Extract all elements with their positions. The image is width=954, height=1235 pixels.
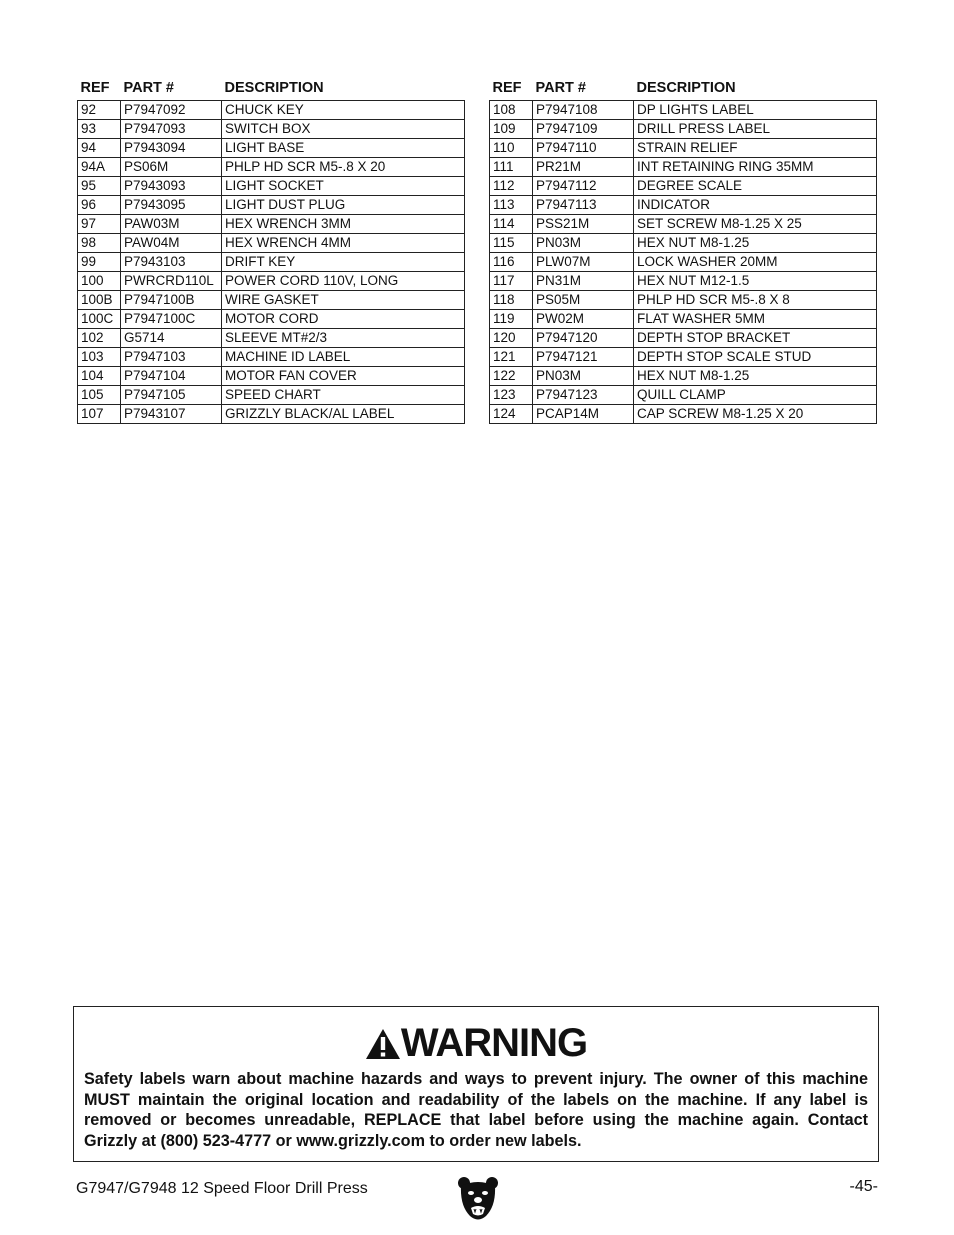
cell-part-number: PS05M: [533, 291, 634, 310]
cell-ref: 100C: [78, 310, 121, 329]
cell-description: STRAIN RELIEF: [634, 139, 877, 158]
table-row: [490, 367, 877, 386]
cell-description: PHLP HD SCR M5-.8 X 20: [222, 158, 465, 177]
cell-ref: 105: [78, 386, 121, 405]
table-row: [78, 272, 465, 291]
cell-description: LIGHT SOCKET: [222, 177, 465, 196]
cell-ref: 118: [490, 291, 533, 310]
cell-description: FLAT WASHER 5MM: [634, 310, 877, 329]
parts-table-body: [490, 101, 877, 424]
table-row: [78, 215, 465, 234]
cell-part-number: P7943093: [121, 177, 222, 196]
cell-ref: 110: [490, 139, 533, 158]
cell-ref: 113: [490, 196, 533, 215]
table-row: [490, 253, 877, 272]
table-row: [78, 367, 465, 386]
table-row: [78, 386, 465, 405]
table-row: [490, 101, 877, 120]
table-row: [78, 405, 465, 424]
cell-part-number: P7947105: [121, 386, 222, 405]
header-description: DESCRIPTION: [224, 79, 324, 96]
table-row: [78, 139, 465, 158]
cell-ref: 92: [78, 101, 121, 120]
cell-part-number: PCAP14M: [533, 405, 634, 424]
cell-part-number: P7947121: [533, 348, 634, 367]
cell-ref: 111: [490, 158, 533, 177]
cell-description: POWER CORD 110V, LONG: [222, 272, 465, 291]
cell-ref: 122: [490, 367, 533, 386]
cell-description: DEPTH STOP BRACKET: [634, 329, 877, 348]
cell-part-number: PLW07M: [533, 253, 634, 272]
cell-description: SWITCH BOX: [222, 120, 465, 139]
table-row: [490, 234, 877, 253]
table-row: [490, 158, 877, 177]
cell-ref: 94: [78, 139, 121, 158]
cell-ref: 123: [490, 386, 533, 405]
table-row: [78, 177, 465, 196]
cell-ref: 114: [490, 215, 533, 234]
cell-description: MACHINE ID LABEL: [222, 348, 465, 367]
cell-description: LIGHT BASE: [222, 139, 465, 158]
table-row: [78, 158, 465, 177]
cell-description: HEX NUT M12-1.5: [634, 272, 877, 291]
cell-ref: 121: [490, 348, 533, 367]
cell-part-number: P7947103: [121, 348, 222, 367]
table-row: [78, 253, 465, 272]
cell-ref: 107: [78, 405, 121, 424]
cell-ref: 108: [490, 101, 533, 120]
cell-description: CAP SCREW M8-1.25 X 20: [634, 405, 877, 424]
parts-table-right: [489, 76, 877, 424]
table-row: [490, 215, 877, 234]
cell-description: SPEED CHART: [222, 386, 465, 405]
cell-part-number: P7947100B: [121, 291, 222, 310]
header-part: PART #: [123, 79, 174, 96]
table-row: [78, 310, 465, 329]
warning-text: Safety labels warn about machine hazards and ways to prevent injury. The owner of this machine MUST maintain the original location and readability of the labels on the machine. If any label is removed or becomes unreadable, REPLACE that label before using the machine again. Contact Grizzly at (800) 523-4777 or www.grizzly.com to order new labels.: [84, 1070, 868, 1150]
page-number: -45-: [849, 1178, 878, 1195]
cell-part-number: PAW04M: [121, 234, 222, 253]
cell-part-number: PAW03M: [121, 215, 222, 234]
cell-ref: 97: [78, 215, 121, 234]
table-row: [78, 291, 465, 310]
cell-part-number: P7947112: [533, 177, 634, 196]
footer-title: G7947/G7948 12 Speed Floor Drill Press: [76, 1180, 368, 1197]
cell-part-number: P7947092: [121, 101, 222, 120]
cell-description: INT RETAINING RING 35MM: [634, 158, 877, 177]
cell-part-number: P7943107: [121, 405, 222, 424]
cell-part-number: P7947120: [533, 329, 634, 348]
cell-part-number: P7947100C: [121, 310, 222, 329]
cell-description: SET SCREW M8-1.25 X 25: [634, 215, 877, 234]
cell-part-number: PSS21M: [533, 215, 634, 234]
cell-ref: 116: [490, 253, 533, 272]
cell-ref: 93: [78, 120, 121, 139]
cell-ref: 119: [490, 310, 533, 329]
warning-box: [73, 1006, 879, 1162]
grizzly-bear-logo-icon: [456, 1176, 500, 1227]
table-row: [490, 310, 877, 329]
cell-part-number: P7947104: [121, 367, 222, 386]
table-row: [78, 329, 465, 348]
cell-part-number: PN03M: [533, 234, 634, 253]
warning-heading: [74, 1021, 878, 1066]
cell-ref: 117: [490, 272, 533, 291]
table-row: [490, 196, 877, 215]
cell-description: HEX NUT M8-1.25: [634, 367, 877, 386]
cell-description: HEX WRENCH 3MM: [222, 215, 465, 234]
cell-ref: 98: [78, 234, 121, 253]
cell-description: HEX WRENCH 4MM: [222, 234, 465, 253]
table-row: [490, 329, 877, 348]
table-row: [490, 348, 877, 367]
cell-part-number: P7947093: [121, 120, 222, 139]
parts-table-body: [78, 101, 465, 424]
cell-part-number: P7943094: [121, 139, 222, 158]
parts-table-left: [77, 76, 465, 424]
cell-description: QUILL CLAMP: [634, 386, 877, 405]
cell-description: GRIZZLY BLACK/AL LABEL: [222, 405, 465, 424]
cell-ref: 100: [78, 272, 121, 291]
cell-part-number: PW02M: [533, 310, 634, 329]
cell-ref: 115: [490, 234, 533, 253]
cell-description: DEGREE SCALE: [634, 177, 877, 196]
cell-ref: 109: [490, 120, 533, 139]
table-row: [490, 139, 877, 158]
table-row: [78, 234, 465, 253]
table-header-row: [78, 76, 465, 101]
cell-description: MOTOR CORD: [222, 310, 465, 329]
table-row: [78, 348, 465, 367]
warning-title: WARNING: [400, 1021, 588, 1065]
cell-description: DP LIGHTS LABEL: [634, 101, 877, 120]
cell-part-number: PWRCRD110L: [121, 272, 222, 291]
cell-ref: 99: [78, 253, 121, 272]
cell-ref: 120: [490, 329, 533, 348]
cell-description: CHUCK KEY: [222, 101, 465, 120]
cell-part-number: P7947113: [533, 196, 634, 215]
cell-part-number: P7947108: [533, 101, 634, 120]
cell-part-number: P7943095: [121, 196, 222, 215]
cell-description: DRIFT KEY: [222, 253, 465, 272]
cell-ref: 96: [78, 196, 121, 215]
cell-description: HEX NUT M8-1.25: [634, 234, 877, 253]
cell-description: INDICATOR: [634, 196, 877, 215]
cell-description: LOCK WASHER 20MM: [634, 253, 877, 272]
cell-ref: 124: [490, 405, 533, 424]
cell-part-number: P7947110: [533, 139, 634, 158]
table-row: [78, 120, 465, 139]
table-row: [490, 291, 877, 310]
header-ref: REF: [492, 79, 522, 96]
cell-part-number: PN31M: [533, 272, 634, 291]
table-row: [490, 405, 877, 424]
cell-description: SLEEVE MT#2/3: [222, 329, 465, 348]
cell-description: LIGHT DUST PLUG: [222, 196, 465, 215]
cell-description: DEPTH STOP SCALE STUD: [634, 348, 877, 367]
cell-part-number: PN03M: [533, 367, 634, 386]
cell-part-number: P7947109: [533, 120, 634, 139]
table-row: [490, 177, 877, 196]
cell-ref: 112: [490, 177, 533, 196]
cell-ref: 102: [78, 329, 121, 348]
cell-part-number: PR21M: [533, 158, 634, 177]
cell-ref: 94A: [78, 158, 121, 177]
cell-description: WIRE GASKET: [222, 291, 465, 310]
cell-part-number: P7943103: [121, 253, 222, 272]
cell-part-number: PS06M: [121, 158, 222, 177]
cell-description: PHLP HD SCR M5-.8 X 8: [634, 291, 877, 310]
cell-part-number: P7947123: [533, 386, 634, 405]
cell-description: MOTOR FAN COVER: [222, 367, 465, 386]
table-row: [78, 101, 465, 120]
table-row: [78, 196, 465, 215]
table-row: [490, 120, 877, 139]
cell-ref: 103: [78, 348, 121, 367]
cell-ref: 100B: [78, 291, 121, 310]
cell-description: DRILL PRESS LABEL: [634, 120, 877, 139]
table-row: [490, 386, 877, 405]
table-row: [490, 272, 877, 291]
cell-ref: 95: [78, 177, 121, 196]
table-header-row: [490, 76, 877, 101]
header-part: PART #: [535, 79, 586, 96]
header-description: DESCRIPTION: [636, 79, 736, 96]
header-ref: REF: [80, 79, 110, 96]
warning-triangle-icon: [365, 1028, 401, 1060]
cell-ref: 104: [78, 367, 121, 386]
cell-part-number: G5714: [121, 329, 222, 348]
